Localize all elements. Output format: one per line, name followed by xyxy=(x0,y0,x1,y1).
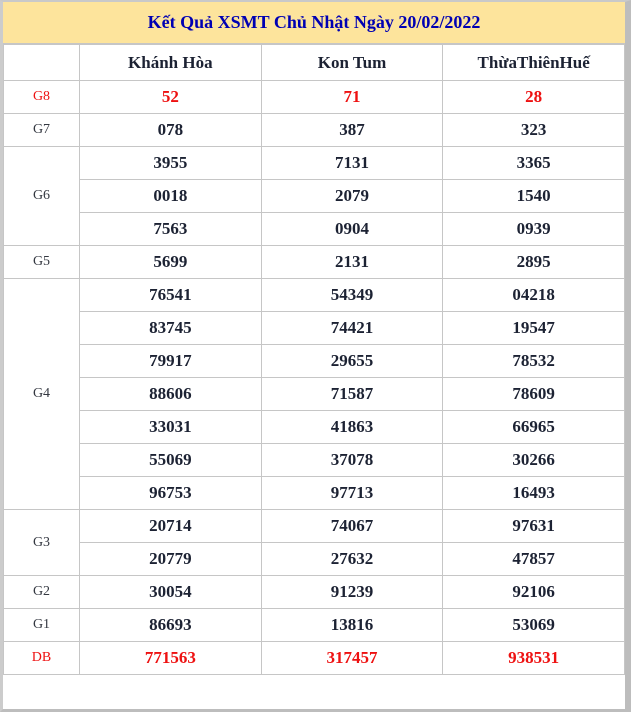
prize-label-g6: G6 xyxy=(4,147,80,246)
prize-label-g7: G7 xyxy=(4,114,80,147)
result-value: 92106 xyxy=(443,576,625,609)
result-value: 79917 xyxy=(80,345,262,378)
result-value: 29655 xyxy=(261,345,443,378)
table-row xyxy=(4,642,625,675)
result-value: 97713 xyxy=(261,477,443,510)
table-row xyxy=(4,312,625,345)
result-value: 30266 xyxy=(443,444,625,477)
prize-label-g2: G2 xyxy=(4,576,80,609)
results-table-header xyxy=(4,45,625,81)
result-value: 13816 xyxy=(261,609,443,642)
result-value: 54349 xyxy=(261,279,443,312)
result-value: 04218 xyxy=(443,279,625,312)
results-table-body xyxy=(4,81,625,675)
result-value: 3365 xyxy=(443,147,625,180)
prize-label-g8: G8 xyxy=(4,81,80,114)
result-value: 78532 xyxy=(443,345,625,378)
header-row xyxy=(4,45,625,81)
result-value: 2079 xyxy=(261,180,443,213)
result-value: 771563 xyxy=(80,642,262,675)
result-value: 27632 xyxy=(261,543,443,576)
result-value: 0018 xyxy=(80,180,262,213)
table-row xyxy=(4,246,625,279)
result-value: 83745 xyxy=(80,312,262,345)
result-value: 20714 xyxy=(80,510,262,543)
result-value: 55069 xyxy=(80,444,262,477)
result-value: 2895 xyxy=(443,246,625,279)
result-value: 078 xyxy=(80,114,262,147)
table-row xyxy=(4,180,625,213)
result-value: 33031 xyxy=(80,411,262,444)
result-value: 323 xyxy=(443,114,625,147)
result-value: 5699 xyxy=(80,246,262,279)
result-value: 53069 xyxy=(443,609,625,642)
table-row xyxy=(4,543,625,576)
result-value: 86693 xyxy=(80,609,262,642)
table-row xyxy=(4,213,625,246)
result-value: 96753 xyxy=(80,477,262,510)
result-value: 2131 xyxy=(261,246,443,279)
table-row xyxy=(4,81,625,114)
result-value: 97631 xyxy=(443,510,625,543)
title-band xyxy=(3,2,625,44)
table-row xyxy=(4,510,625,543)
result-value: 88606 xyxy=(80,378,262,411)
table-row xyxy=(4,411,625,444)
result-value: 7563 xyxy=(80,213,262,246)
result-value: 52 xyxy=(80,81,262,114)
result-value: 0939 xyxy=(443,213,625,246)
corner-cell xyxy=(4,45,80,81)
prize-label-g5: G5 xyxy=(4,246,80,279)
result-value: 66965 xyxy=(443,411,625,444)
prize-label-g3: G3 xyxy=(4,510,80,576)
result-value: 317457 xyxy=(261,642,443,675)
result-value: 938531 xyxy=(443,642,625,675)
result-value: 20779 xyxy=(80,543,262,576)
column-header-2: ThừaThiênHuế xyxy=(443,45,625,81)
result-value: 37078 xyxy=(261,444,443,477)
table-row xyxy=(4,114,625,147)
result-value: 16493 xyxy=(443,477,625,510)
table-row xyxy=(4,378,625,411)
result-value: 47857 xyxy=(443,543,625,576)
result-value: 7131 xyxy=(261,147,443,180)
result-value: 41863 xyxy=(261,411,443,444)
result-value: 0904 xyxy=(261,213,443,246)
results-table xyxy=(3,44,625,675)
page-title: Kết Quả XSMT Chủ Nhật Ngày 20/02/2022 xyxy=(147,12,481,32)
result-value: 30054 xyxy=(80,576,262,609)
table-row xyxy=(4,477,625,510)
prize-label-g1: G1 xyxy=(4,609,80,642)
table-row xyxy=(4,609,625,642)
table-row xyxy=(4,345,625,378)
table-row xyxy=(4,147,625,180)
result-value: 91239 xyxy=(261,576,443,609)
prize-label-g4: G4 xyxy=(4,279,80,510)
result-value: 78609 xyxy=(443,378,625,411)
table-row xyxy=(4,444,625,477)
result-value: 1540 xyxy=(443,180,625,213)
table-row xyxy=(4,279,625,312)
result-value: 3955 xyxy=(80,147,262,180)
result-value: 76541 xyxy=(80,279,262,312)
result-value: 74421 xyxy=(261,312,443,345)
result-value: 71 xyxy=(261,81,443,114)
prize-label-db: DB xyxy=(4,642,80,675)
column-header-0: Khánh Hòa xyxy=(80,45,262,81)
table-row xyxy=(4,576,625,609)
result-value: 74067 xyxy=(261,510,443,543)
result-value: 19547 xyxy=(443,312,625,345)
result-value: 71587 xyxy=(261,378,443,411)
result-value: 387 xyxy=(261,114,443,147)
column-header-1: Kon Tum xyxy=(261,45,443,81)
result-value: 28 xyxy=(443,81,625,114)
